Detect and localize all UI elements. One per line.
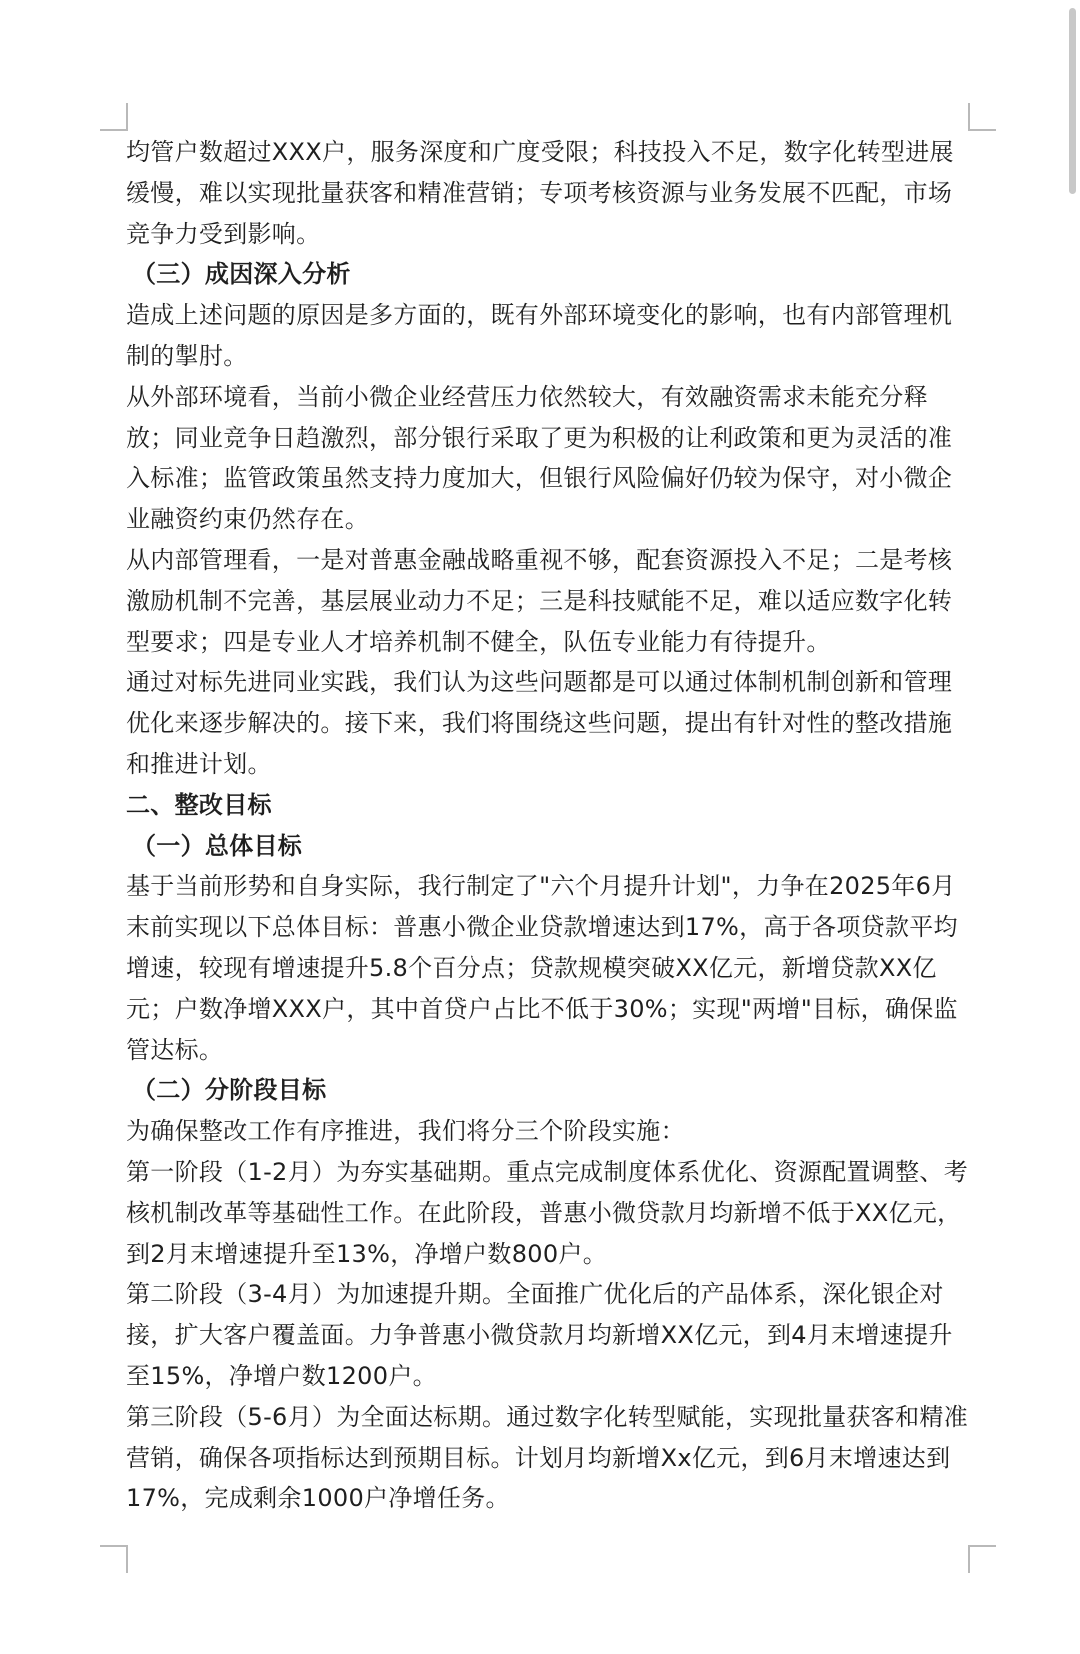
paragraph-phase-1: 第一阶段（1-2月）为夯实基础期。重点完成制度体系优化、资源配置调整、考核机制改革等基础性工作。在此阶段，普惠小微贷款月均新增不低于XX亿元，到2月末增速提升至13%，净增户数800户。 (126, 1157, 968, 1268)
page-corner-mark-top-right (968, 103, 996, 131)
page-corner-mark-top-left (100, 103, 128, 131)
paragraph-body: 为确保整改工作有序推进，我们将分三个阶段实施： (126, 1117, 685, 1146)
paragraph-body: 造成上述问题的原因是多方面的，既有外部环境变化的影响，也有内部管理机制的掣肘。 (126, 301, 953, 370)
page-corner-mark-bottom-right (968, 1545, 996, 1573)
paragraph-body: 基于当前形势和自身实际，我行制定了"六个月提升计划"，力争在2025年6月末前实现以下总体目标：普惠小微企业贷款增速达到17%，高于各项贷款平均增速，较现有增速提升5.8个百分点；贷款规模突破XX亿元，新增贷款XX亿元；户数净增XXX户，其中首贷户占比不低于30%；实现"两增"目标，确保监管达标。 (126, 872, 958, 1064)
subheading-phase-goals: （二）分阶段目标 (132, 1076, 327, 1105)
document-body (126, 132, 968, 1519)
paragraph-body: 均管户数超过XXX户，服务深度和广度受限；科技投入不足，数字化转型进展缓慢，难以实现批量获客和精准营销；专项考核资源与业务发展不匹配，市场竞争力受到影响。 (126, 138, 954, 248)
vertical-scrollbar[interactable] (1069, 8, 1076, 194)
page-corner-mark-bottom-left (100, 1545, 128, 1573)
paragraph-phase-2: 第二阶段（3-4月）为加速提升期。全面推广优化后的产品体系，深化银企对接，扩大客户覆盖面。力争普惠小微贷款月均新增XX亿元，到4月末增速提升至15%，净增户数1200户。 (126, 1280, 953, 1390)
paragraph-body: 从内部管理看，一是对普惠金融战略重视不够，配套资源投入不足；二是考核激励机制不完善，基层展业动力不足；三是科技赋能不足，难以适应数字化转型要求；四是专业人才培养机制不健全，队伍专业能力有待提升。 (126, 545, 953, 656)
paragraph-phase-3: 第三阶段（5-6月）为全面达标期。通过数字化转型赋能，实现批量获客和精准营销，确保各项指标达到预期目标。计划月均新增Xx亿元，到6月末增速达到17%，完成剩余1000户净增任务。 (126, 1402, 968, 1513)
subheading-overall-goal: （一）总体目标 (132, 831, 303, 860)
paragraph-body: 通过对标先进同业实践，我们认为这些问题都是可以通过体制机制创新和管理优化来逐步解决的。接下来，我们将围绕这些问题，提出有针对性的整改措施和推进计划。 (126, 668, 953, 778)
section-heading-goals: 二、整改目标 (126, 790, 272, 819)
paragraph-body: 从外部环境看，当前小微企业经营压力依然较大，有效融资需求未能充分释放；同业竞争日趋激烈，部分银行采取了更为积极的让利政策和更为灵活的准入标准；监管政策虽然支持力度加大，但银行风险偏好仍较为保守，对小微企业融资约束仍然存在。 (126, 382, 953, 534)
subheading-causes: （三）成因深入分析 (132, 260, 351, 289)
